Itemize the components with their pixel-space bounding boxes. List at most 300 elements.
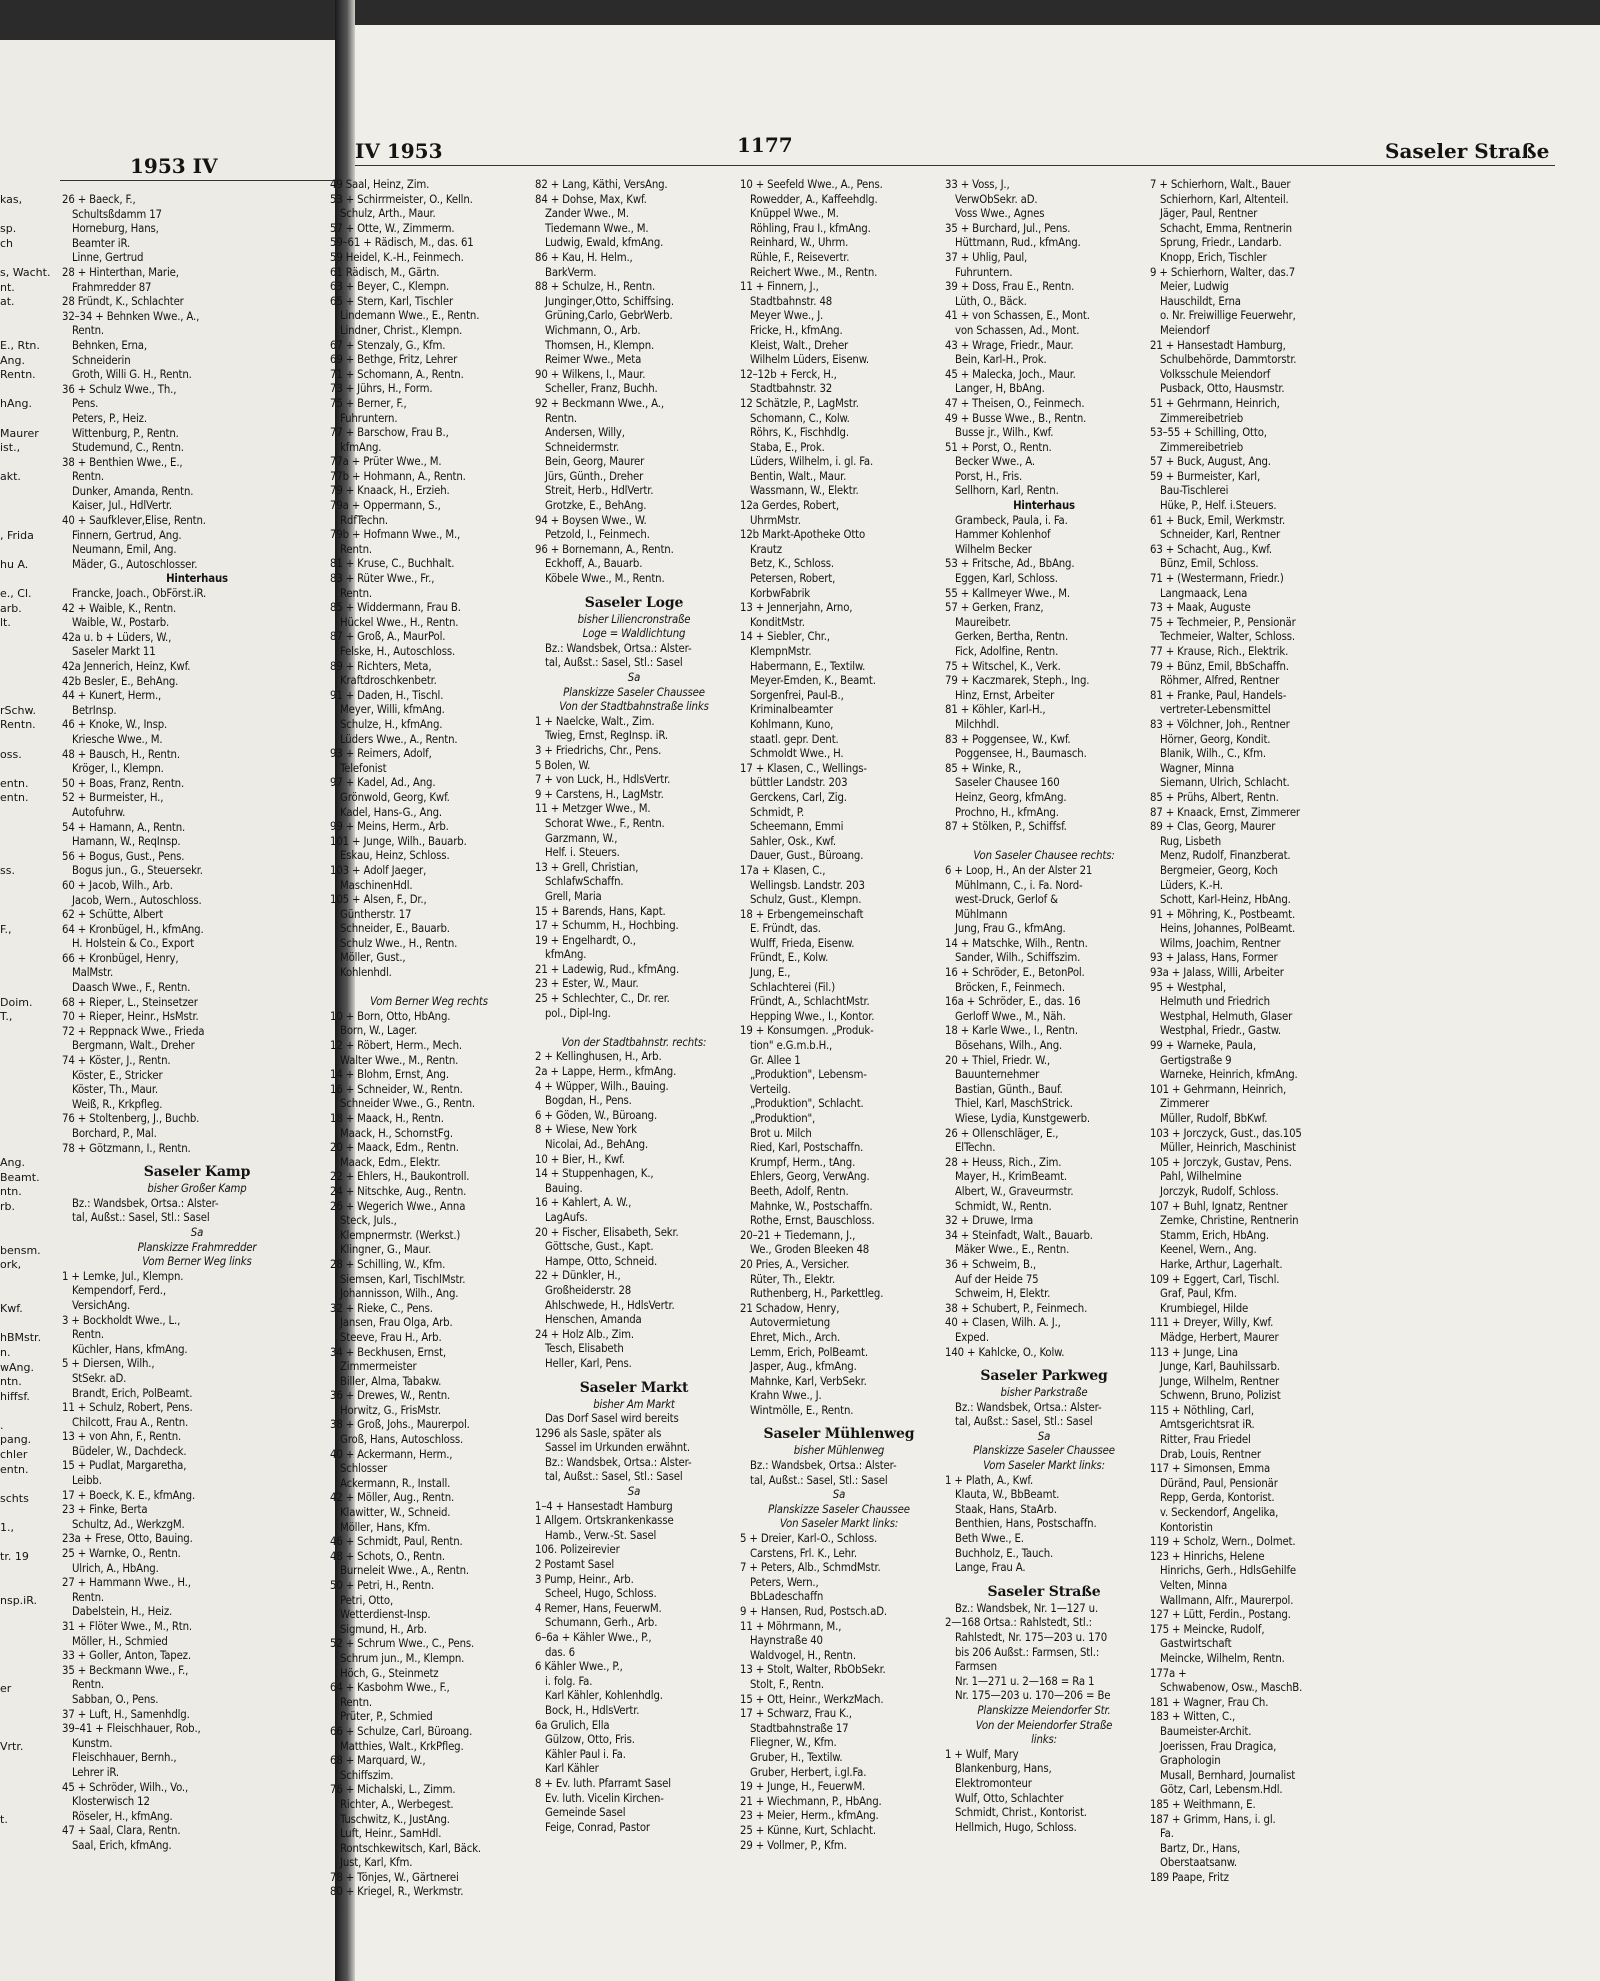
directory-line: 2 Postamt Sasel (535, 1558, 615, 1572)
directory-line: Daasch Wwe., F., Rentn. (72, 981, 191, 995)
edge-fragment (0, 1725, 60, 1740)
edge-fragment: entn. (0, 1462, 29, 1476)
directory-line: Ev. luth. Vicelin Kirchen- (545, 1791, 664, 1805)
directory-line: 59–61 + Rädisch, M., das. 61 (330, 236, 474, 250)
directory-line: Hinterhaus (1013, 499, 1075, 513)
directory-line: Planskizze Frahmredder (137, 1240, 257, 1254)
section-heading: Saseler Kamp (143, 1164, 251, 1181)
edge-fragment (0, 689, 60, 704)
directory-line: 101 + Gehrmann, Heinrich, (1150, 1082, 1287, 1096)
directory-line: 13 + von Ahn, F., Rentn. (62, 1430, 182, 1444)
directory-line: Küchler, Hans, kfmAng. (72, 1342, 188, 1356)
directory-line: Kriminalbeamter (750, 703, 833, 717)
directory-line: Gerken, Bertha, Rentn. (955, 630, 1069, 644)
directory-line: Mäker Wwe., E., Rentn. (955, 1243, 1070, 1257)
directory-line: 5 Bolen, W. (535, 758, 591, 772)
directory-line: Hüttmann, Rud., kfmAng. (955, 236, 1081, 250)
directory-line: kfmAng. (545, 948, 587, 962)
directory-line: Schomann, C., Kolw. (750, 411, 850, 425)
edge-fragment: schts (0, 1491, 29, 1505)
directory-line: 16 + Kahlert, A. W., (535, 1196, 632, 1210)
edge-fragment (0, 1112, 60, 1127)
column-1 (330, 178, 528, 1900)
directory-line: Jung, E., (750, 966, 791, 980)
directory-line: 38 + Schubert, P., Feinmech. (945, 1301, 1088, 1315)
directory-line: 45 + Schröder, Wilh., Vo., (62, 1780, 189, 1794)
directory-line: 71 + Schomann, A., Rentn. (330, 367, 464, 381)
directory-line: 13 + Jennerjahn, Arno, (740, 601, 853, 615)
directory-line: Henschen, Amanda (545, 1313, 642, 1327)
edge-fragment (0, 1288, 60, 1303)
directory-line: 72 + Reppnack Wwe., Frieda (62, 1024, 205, 1038)
directory-line: 36 + Drewes, W., Rentn. (330, 1389, 451, 1403)
directory-line: 183 + Witten, C., (1150, 1710, 1236, 1724)
edge-fragment: sp. (0, 222, 17, 236)
directory-line: Hinrichs, Gerh., HdlsGehilfe (1160, 1564, 1296, 1578)
directory-line: Büdeler, W., Dachdeck. (72, 1444, 187, 1458)
directory-line: BbLadeschaffn (750, 1590, 824, 1604)
directory-line: Mayer, H., KrimBeamt. (955, 1170, 1068, 1184)
directory-line: 48 + Bausch, H., Rentn. (62, 747, 180, 761)
directory-line: Blanik, Wilh., C., Kfm. (1160, 747, 1266, 761)
directory-line: Bergmann, Walt., Dreher (72, 1039, 195, 1053)
directory-line: KonditMstr. (750, 615, 805, 629)
directory-line: 185 + Weithmann, E. (1150, 1797, 1256, 1811)
directory-line: 60 + Jacob, Wilh., Arb. (62, 878, 173, 892)
directory-line: Elektromonteur (955, 1776, 1032, 1790)
directory-line: Bösehans, Wilh., Ang. (955, 1039, 1063, 1053)
edge-fragment: rSchw. (0, 703, 37, 717)
directory-line: 14 + Stuppenhagen, K., (535, 1167, 654, 1181)
directory-line: Hammer Kohlenhof (955, 528, 1051, 542)
directory-line: Jasper, Aug., kfmAng. (750, 1360, 857, 1374)
edge-fragment (0, 806, 60, 821)
directory-line: Wassmann, W., Elektr. (750, 484, 859, 498)
directory-line: Bz.: Wandsbek, Ortsa.: Alster- (955, 1400, 1102, 1414)
directory-line: 3 + Bockholdt Wwe., L., (62, 1313, 181, 1327)
directory-line: 16a + Schröder, E., das. 16 (945, 995, 1081, 1009)
directory-line: 74 + Köster, J., Rentn. (62, 1054, 171, 1068)
directory-line: H. Holstein & Co., Export (72, 937, 195, 951)
directory-line: KorbwFabrik (750, 586, 810, 600)
directory-line: Richter, A., Werbegest. (340, 1797, 454, 1811)
directory-line: Petzold, I., Feinmech. (545, 528, 650, 542)
directory-line: 83 + Völchner, Joh., Rentner (1150, 717, 1290, 731)
directory-line: 37 + Luft, H., Samenhdlg. (62, 1707, 190, 1721)
directory-line: Junge, Wilhelm, Rentner (1160, 1374, 1280, 1388)
directory-line: Hüke, P., Helf. i.Steuers. (1160, 499, 1277, 513)
edge-fragment (0, 1404, 60, 1419)
directory-line: Mühlmann, C., i. Fa. Nord- (955, 878, 1083, 892)
edge-fragment: akt. (0, 470, 21, 484)
edge-fragment (0, 894, 60, 909)
directory-line: Schmidt, P. (750, 805, 805, 819)
directory-line: Wittenburg, P., Rentn. (72, 426, 179, 440)
directory-line: Sabban, O., Pens. (72, 1692, 159, 1706)
directory-line: Klawitter, W., Schneid. (340, 1506, 451, 1520)
directory-line: Köster, E., Stricker (72, 1068, 163, 1082)
right-page-header-left: IV 1953 (355, 139, 443, 163)
directory-line: Petersen, Robert, (750, 572, 836, 586)
directory-line: Bz.: Wandsbek, Ortsa.: Alster- (750, 1459, 897, 1473)
directory-line: Rug, Lisbeth (1160, 834, 1222, 848)
directory-line: Schultz, Ad., WerkzgM. (72, 1517, 185, 1531)
edge-fragment: Ang. (0, 353, 25, 367)
directory-line: 37 + Uhlig, Paul, (945, 250, 1028, 264)
directory-line: 33 + Voss, J., (945, 178, 1010, 191)
directory-line: Graphologin (1160, 1754, 1221, 1768)
directory-line: 10 + Bier, H., Kwf. (535, 1152, 625, 1166)
directory-line: 26 + Ollenschläger, E., (945, 1126, 1059, 1140)
directory-line: 31 + Flöter Wwe., M., Rtn. (62, 1620, 192, 1633)
directory-line: 68 + Marquard, W., (330, 1754, 426, 1768)
right-header-rule (355, 165, 1555, 166)
edge-fragment: hiffsf. (0, 1389, 30, 1403)
edge-fragment (0, 1127, 60, 1142)
directory-line: Just, Karl, Kfm. (340, 1856, 413, 1870)
section-heading: Saseler Straße (987, 1583, 1101, 1600)
directory-line: 94 + Boysen Wwe., W. (535, 513, 647, 527)
directory-line: Röhmer, Alfred, Rentner (1160, 674, 1280, 688)
directory-line: Fliegner, W., Kfm. (750, 1736, 837, 1750)
directory-line: Knopp, Erich, Tischler (1160, 250, 1267, 264)
directory-line: Zemke, Christine, Rentnerin (1160, 1214, 1299, 1228)
directory-line: Kaiser, Jul., HdlVertr. (72, 499, 172, 513)
directory-line: Bock, H., HdlsVertr. (545, 1703, 640, 1717)
directory-line: Wiese, Lydia, Kunstgewerb. (955, 1112, 1090, 1125)
directory-line: Pens. (72, 397, 99, 411)
edge-fragment (0, 1083, 60, 1098)
directory-line: 16 + Schneider, W., Rentn. (330, 1082, 463, 1096)
directory-line: 18 + Maack, H., Rentn. (330, 1112, 444, 1125)
directory-line: Scheemann, Emmi (750, 820, 844, 834)
directory-line: BarkVerm. (545, 265, 597, 279)
directory-line: Harke, Arthur, Lagerhalt. (1160, 1257, 1283, 1271)
directory-line: tal, Außst.: Sasel, Stl.: Sasel (750, 1473, 888, 1487)
directory-line: Sa (627, 1485, 641, 1499)
directory-line: tal, Außst.: Sasel, Stl.: Sasel (545, 1470, 683, 1484)
edge-fragment (0, 543, 60, 558)
directory-line: 63 + Schacht, Aug., Kwf. (1150, 542, 1272, 556)
directory-line: 99 + Meins, Herm., Arb. (330, 820, 449, 834)
directory-line: 103 + Jorczyck, Gust., das.105 (1150, 1126, 1302, 1140)
directory-line: 52 + Burmeister, H., (62, 791, 164, 805)
directory-line: 14 + Matschke, Wilh., Rentn. (945, 936, 1088, 950)
directory-line: 40 + Clasen, Wilh. A. J., (945, 1316, 1061, 1330)
directory-line: 57 + Buck, August, Ang. (1150, 455, 1271, 469)
directory-line: 23 + Meier, Herm., kfmAng. (740, 1809, 879, 1823)
edge-fragment: ist., (0, 441, 21, 455)
edge-fragment (0, 981, 60, 996)
edge-fragment (0, 1769, 60, 1784)
edge-fragment: hBMstr. (0, 1331, 42, 1345)
directory-line: Düränd, Paul, Pensionär (1160, 1476, 1278, 1490)
directory-line: 81 + Kruse, C., Buchhalt. (330, 557, 455, 571)
directory-line: Von der Stadtbahnstraße links (559, 700, 709, 714)
directory-line: 32 + Druwe, Irma (945, 1214, 1034, 1228)
directory-line: 73 + Jührs, H., Form. (330, 382, 433, 396)
directory-line: Schulze, H., kfmAng. (340, 717, 443, 731)
directory-line: Dunker, Amanda, Rentn. (72, 484, 194, 498)
directory-line: 91 + Möhring, K., Postbeamt. (1150, 907, 1296, 921)
directory-line: Lindner, Christ., Klempn. (340, 323, 463, 337)
directory-line: 49 + Busse Wwe., B., Rentn. (945, 411, 1087, 425)
directory-line: Sorgenfrei, Paul-B., (750, 688, 844, 702)
edge-fragment: n. (0, 1345, 11, 1359)
directory-line: Peters, Wern., (750, 1575, 819, 1589)
directory-line: 79 + Knaack, H., Erzieh. (330, 484, 450, 498)
directory-line: 75 + Witschel, K., Verk. (945, 659, 1061, 673)
directory-line: 96 + Bornemann, A., Rentn. (535, 542, 674, 556)
directory-line: 70 + Rieper, Heinr., HsMstr. (62, 1010, 199, 1024)
directory-line: bis 206 Außst.: Farmsen, Stl.: (955, 1645, 1100, 1659)
directory-line: Ludwig, Ewald, kfmAng. (545, 236, 664, 250)
edge-fragment (0, 733, 60, 748)
directory-line: Ritter, Frau Friedel (1160, 1433, 1251, 1447)
directory-line: Rowedder, A., Kaffeehdlg. (750, 192, 878, 206)
directory-line: 43 + Wrage, Friedr., Maur. (945, 338, 1074, 352)
directory-line: 23 + Ester, W., Maur. (535, 977, 639, 991)
column-3 (740, 178, 938, 1853)
directory-line: 19 + Konsumgen. „Produk- (740, 1024, 874, 1038)
directory-line: Grüning,Carlo, GebrWerb. (545, 309, 673, 323)
directory-line: „Produktion", (750, 1112, 816, 1125)
directory-line: Busse jr., Wilh., Kwf. (955, 426, 1054, 440)
directory-line: Baumeister-Archit. (1160, 1724, 1252, 1738)
directory-line: 78 + Tönjes, W., Gärtnerei (330, 1870, 459, 1884)
edge-fragment (0, 1536, 60, 1551)
edge-fragment (0, 208, 60, 223)
directory-line: Grönwold, Georg, Kwf. (340, 790, 450, 804)
directory-line: 5 + Dreier, Karl-O., Schloss. (740, 1532, 878, 1546)
edge-fragment (0, 1098, 60, 1113)
directory-line: Hampe, Otto, Schneid. (545, 1254, 658, 1268)
directory-line: 20 Pries, A., Versicher. (740, 1257, 850, 1271)
directory-line: 34 + Beckhusen, Ernst, (330, 1345, 446, 1359)
directory-line: 17 + Boeck, K. E., kfmAng. (62, 1488, 196, 1502)
directory-line: Hörner, Georg, Kondit. (1160, 732, 1271, 746)
directory-line: Stadtbahnstr. 48 (750, 294, 833, 308)
directory-line: Schneider Wwe., G., Rentn. (340, 1097, 475, 1111)
edge-fragment (0, 675, 60, 690)
directory-line: Fründt, E., Kolw. (750, 951, 829, 965)
directory-line: 15 + Barends, Hans, Kapt. (535, 904, 666, 918)
directory-line: Borchard, P., Mal. (72, 1127, 157, 1140)
directory-line: Ehret, Mich., Arch. (750, 1330, 841, 1344)
edge-fragment (0, 310, 60, 325)
directory-line: 13 + Grell, Christian, (535, 860, 639, 874)
page-number: 1177 (737, 133, 793, 157)
directory-line: 42 + Möller, Aug., Rentn. (330, 1491, 455, 1505)
directory-line: 4 + Wüpper, Wilh., Bauing. (535, 1079, 669, 1093)
column-5 (1150, 178, 1360, 1885)
directory-line: Chilcott, Frau A., Rentn. (72, 1415, 189, 1429)
directory-line: UhrmMstr. (750, 513, 801, 527)
edge-fragment (0, 1828, 60, 1843)
directory-line: Kraftdroschkenbetr. (340, 674, 437, 688)
directory-line: Schneiderin (72, 353, 131, 367)
directory-line: 44 + Kunert, Herm., (62, 689, 162, 703)
directory-line: 117 + Simonsen, Emma (1150, 1462, 1271, 1476)
directory-line: 91 + Daden, H., Tischl. (330, 688, 444, 702)
directory-line: Repp, Gerda, Kontorist. (1160, 1491, 1275, 1505)
left-edge-column (0, 193, 60, 1842)
directory-line: Finnern, Gertrud, Ang. (72, 528, 182, 542)
directory-line: 83 + Poggensee, W., Kwf. (945, 732, 1071, 746)
directory-line: 25 + Warnke, O., Rentn. (62, 1547, 181, 1561)
directory-line: Ulrich, A., HbAng. (72, 1561, 159, 1575)
directory-line: 3 Pump, Heinr., Arb. (535, 1572, 634, 1586)
left-page (0, 40, 335, 1981)
directory-line: Scheller, Franz, Buchh. (545, 382, 658, 396)
directory-line: Knüppel Wwe., M. (750, 207, 839, 221)
directory-line: Waldvogel, H., Rentn. (750, 1648, 856, 1662)
edge-fragment: Beamt. (0, 1170, 40, 1184)
directory-line: Von Saseler Markt links: (779, 1517, 899, 1531)
directory-line: 5 + Diersen, Wilh., (62, 1357, 155, 1371)
edge-fragment (0, 1054, 60, 1069)
edge-fragment (0, 966, 60, 981)
directory-line: Mäder, G., Autoschlosser. (72, 557, 198, 571)
directory-line: 81 + Franke, Paul, Handels- (1150, 688, 1287, 702)
edge-fragment: arb. (0, 601, 22, 615)
directory-line: 105 + Jorczyk, Gustav, Pens. (1150, 1155, 1292, 1169)
directory-line: Nicolai, Ad., BehAng. (545, 1138, 649, 1151)
directory-line: Becker Wwe., A. (955, 455, 1035, 469)
directory-line: 1 + Wulf, Mary (945, 1747, 1019, 1761)
directory-line (330, 981, 528, 996)
directory-line: 69 + Bethge, Fritz, Lehrer (330, 353, 458, 367)
directory-line (945, 835, 1143, 850)
directory-line: Krautz (750, 542, 782, 556)
directory-line: 52 + Schrum Wwe., C., Pens. (330, 1637, 475, 1651)
directory-line: Saseler Markt 11 (72, 645, 156, 659)
directory-line: 115 + Nöthling, Carl, (1150, 1403, 1255, 1417)
directory-line: Hinz, Ernst, Arbeiter (955, 688, 1055, 702)
edge-fragment: Rentn. (0, 368, 36, 382)
edge-fragment (0, 1215, 60, 1230)
directory-line: 90 + Wilkens, I., Maur. (535, 367, 646, 381)
directory-line: Sa (190, 1225, 204, 1239)
directory-line: 87 + Groß, A., MaurPol. (330, 630, 446, 644)
directory-line: Junge, Karl, Bauhilssarb. (1160, 1360, 1280, 1374)
edge-fragment: at. (0, 295, 15, 309)
directory-line: 16 + Schröder, E., BetonPol. (945, 966, 1085, 980)
directory-line: 11 + Möhrmann, M., (740, 1619, 842, 1633)
directory-line: 42 + Waible, K., Rentn. (62, 601, 177, 615)
directory-line: Brot u. Milch (750, 1126, 812, 1140)
directory-line: Horwitz, G., FrisMstr. (340, 1403, 441, 1417)
directory-line: 59 Heidel, K.-H., Feinmech. (330, 250, 464, 264)
directory-line: 38 + Groß, Johs., Maurerpol. (330, 1418, 470, 1432)
edge-fragment (0, 835, 60, 850)
directory-line: Vom Berner Weg links (142, 1255, 252, 1269)
directory-line: Staba, E., Prok. (750, 440, 825, 454)
directory-line: 21 + Hansestadt Hamburg, (1150, 338, 1286, 352)
directory-line: bisher Parkstraße (1000, 1386, 1088, 1400)
edge-fragment (0, 762, 60, 777)
left-header-rule (60, 180, 335, 181)
directory-line: 57 + Gerken, Franz, (945, 601, 1044, 615)
directory-line: 29 + Vollmer, P., Kfm. (740, 1838, 847, 1852)
directory-line: 6–6a + Kähler Wwe., P., (535, 1631, 652, 1644)
directory-line: 21 + Wiechmann, P., HbAng. (740, 1794, 882, 1808)
directory-line: Eggen, Karl, Schloss. (955, 572, 1058, 586)
directory-line: 79a + Oppermann, S., (330, 499, 441, 513)
edge-fragment (0, 251, 60, 266)
directory-line: Lüders, K.-H. (1160, 878, 1223, 892)
directory-line: Bartz, Dr., Hans, (1160, 1841, 1241, 1855)
directory-line: tion" e.G.m.b.H., (750, 1039, 833, 1053)
directory-line: o. Nr. Freiwillige Feuerwehr, (1160, 309, 1296, 323)
directory-line: Bentin, Walt., Maur. (750, 469, 847, 483)
section-heading: Saseler Mühlenweg (763, 1426, 915, 1443)
directory-line: 10 + Seefeld Wwe., A., Pens. (740, 178, 883, 191)
edge-fragment (0, 908, 60, 923)
directory-line: tal, Außst.: Sasel, Stl.: Sasel (545, 656, 683, 670)
edge-fragment (0, 879, 60, 894)
edge-fragment (0, 821, 60, 836)
directory-line: 36 + Schulz Wwe., Th., (62, 382, 177, 396)
directory-line: 81 + Köhler, Karl-H., (945, 703, 1046, 717)
directory-line: 84 + Dohse, Max, Kwf. (535, 192, 647, 206)
directory-line: tal, Außst.: Sasel, Stl.: Sasel (72, 1211, 210, 1225)
directory-line: Linne, Gertrud (72, 251, 144, 265)
directory-line: 89 + Clas, Georg, Maurer (1150, 820, 1276, 834)
directory-line: Klosterwisch 12 (72, 1795, 150, 1809)
directory-line: Graf, Paul, Kfm. (1160, 1287, 1237, 1301)
edge-fragment (0, 952, 60, 967)
directory-line: E. Fründt, das. (750, 922, 821, 936)
directory-line: 78 + Götzmann, I., Rentn. (62, 1141, 191, 1155)
directory-line: 12 + Röbert, Herm., Mech. (330, 1039, 462, 1053)
directory-line: Zimmereibetrieb (1160, 411, 1244, 425)
edge-fragment (0, 1696, 60, 1711)
directory-line: 113 + Junge, Lina (1150, 1345, 1239, 1359)
directory-line: Meyer, Willi, kfmAng. (340, 703, 445, 717)
directory-line: 62 + Schütte, Albert (62, 908, 164, 922)
directory-line: Sigmund, H., Arb. (340, 1622, 427, 1636)
directory-line: Lange, Frau A. (955, 1561, 1026, 1575)
edge-fragment (0, 572, 60, 587)
directory-line: 11 + Finnern, J., (740, 280, 819, 294)
directory-line: kfmAng. (340, 440, 382, 454)
directory-line: 175 + Meincke, Rudolf, (1150, 1622, 1265, 1636)
directory-line: 187 + Grimm, Hans, i. gl. (1150, 1812, 1276, 1826)
directory-line: Brandt, Erich, PolBeamt. (72, 1386, 193, 1400)
directory-line: 9 + Schierhorn, Walter, das.7 (1150, 265, 1296, 279)
directory-line: Gastwirtschaft (1160, 1637, 1232, 1651)
left-page-header: 1953 IV (130, 154, 218, 178)
directory-line: Mühlmann (955, 907, 1008, 921)
directory-line: 92 + Beckmann Wwe., A., (535, 396, 664, 410)
directory-line: Schulbehörde, Dammtorstr. (1160, 353, 1297, 367)
directory-line: Maack, Edm., Elektr. (340, 1155, 441, 1169)
directory-line: 12–12b + Ferck, H., (740, 367, 837, 381)
column-2 (535, 178, 733, 1835)
directory-line: Rühle, F., Reisevertr. (750, 250, 850, 264)
directory-line: VersichAng. (72, 1298, 131, 1312)
directory-line: Autovermietung (750, 1316, 831, 1330)
directory-line: 48 + Schots, O., Rentn. (330, 1549, 446, 1563)
directory-line: Rentn. (340, 586, 373, 600)
section-heading: Saseler Loge (584, 594, 684, 611)
directory-line: Möller, Hans, Kfm. (340, 1520, 431, 1534)
directory-line: Sellhorn, Karl, Rentn. (955, 484, 1059, 498)
directory-line: Kohlmann, Kuno, (750, 717, 834, 731)
directory-line: 119 + Scholz, Wern., Dolmet. (1150, 1535, 1296, 1549)
directory-line: 18 + Karle Wwe., I., Rentn. (945, 1024, 1078, 1038)
